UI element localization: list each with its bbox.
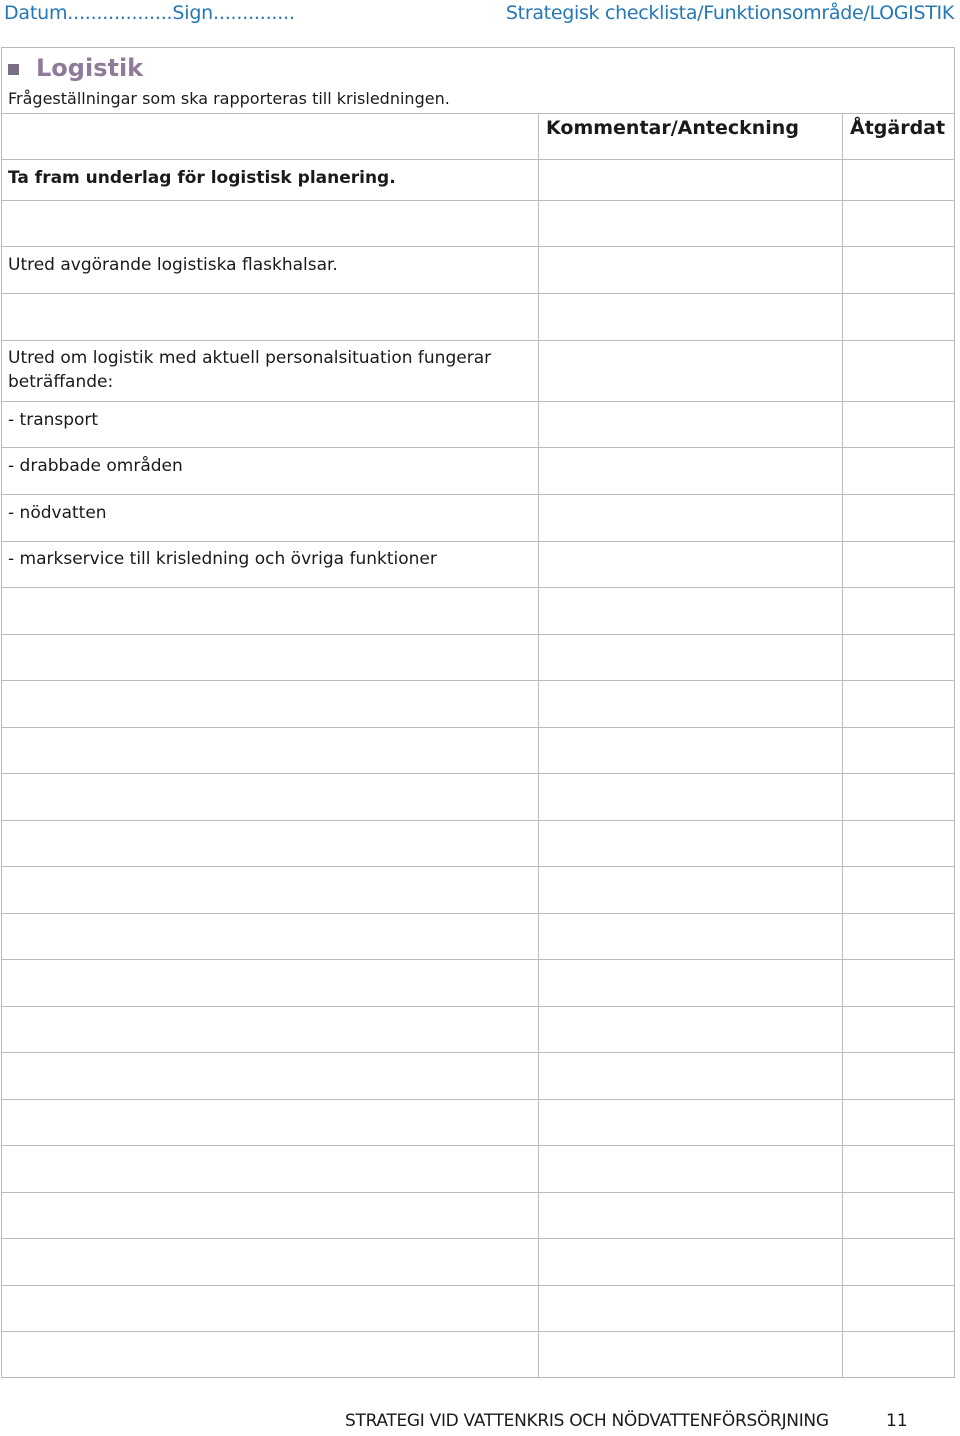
section-subtitle: Frågeställningar som ska rapporteras till krisledningen. xyxy=(8,89,450,108)
header-document-title: Strategisk checklista/Funktionsområde/LOGISTIK xyxy=(505,2,954,24)
checklist-item: Ta fram underlag för logistisk planering. xyxy=(8,168,396,188)
table-rule xyxy=(1,634,955,635)
table-rule xyxy=(1,773,955,774)
table-rule xyxy=(1,246,955,247)
section-title-row xyxy=(8,54,143,82)
checklist-item: Utred om logistik med aktuell personalsituation fungerar beträffande: xyxy=(8,348,492,392)
column-header-done: Åtgärdat xyxy=(850,117,946,139)
table-rule xyxy=(1,727,955,728)
checklist-item: Utred avgörande logistiska flaskhalsar. xyxy=(8,255,338,275)
table-rule xyxy=(1,1006,955,1007)
checklist-item: - drabbade områden xyxy=(8,456,183,476)
table-rule xyxy=(1,587,955,588)
table-rule xyxy=(1,541,955,542)
table-rule xyxy=(1,913,955,914)
table-rule xyxy=(1,959,955,960)
column-divider xyxy=(538,113,539,1378)
table-rule xyxy=(1,494,955,495)
table-rule xyxy=(1,113,955,114)
column-divider xyxy=(842,113,843,1378)
table-rule xyxy=(1,1285,955,1286)
checklist-item: - markservice till krisledning och övriga funktioner xyxy=(8,549,437,569)
table-rule xyxy=(1,680,955,681)
table-rule xyxy=(1,820,955,821)
table-rule xyxy=(1,293,955,294)
table-rule xyxy=(1,447,955,448)
table-rule xyxy=(1,159,955,160)
table-rule xyxy=(1,866,955,867)
table-rule xyxy=(1,340,955,341)
table-rule xyxy=(1,1331,955,1332)
table-rule xyxy=(1,200,955,201)
column-header-comment: Kommentar/Anteckning xyxy=(546,117,799,139)
page-number: 11 xyxy=(886,1411,908,1431)
table-rule xyxy=(1,1052,955,1053)
section-title: Logistik xyxy=(36,54,144,82)
table-rule xyxy=(1,1238,955,1239)
table-rule xyxy=(1,1192,955,1193)
table-rule xyxy=(1,1099,955,1100)
square-bullet-icon xyxy=(8,64,19,75)
checklist-item: - nödvatten xyxy=(8,503,107,523)
footer-text: STRATEGI VID VATTENKRIS OCH NÖDVATTENFÖRSÖRJNING xyxy=(345,1411,829,1431)
checklist-item: - transport xyxy=(8,410,99,430)
table-rule xyxy=(1,1145,955,1146)
table-rule xyxy=(1,401,955,402)
header-datum-sign: Datum..................Sign.............. xyxy=(4,2,295,24)
